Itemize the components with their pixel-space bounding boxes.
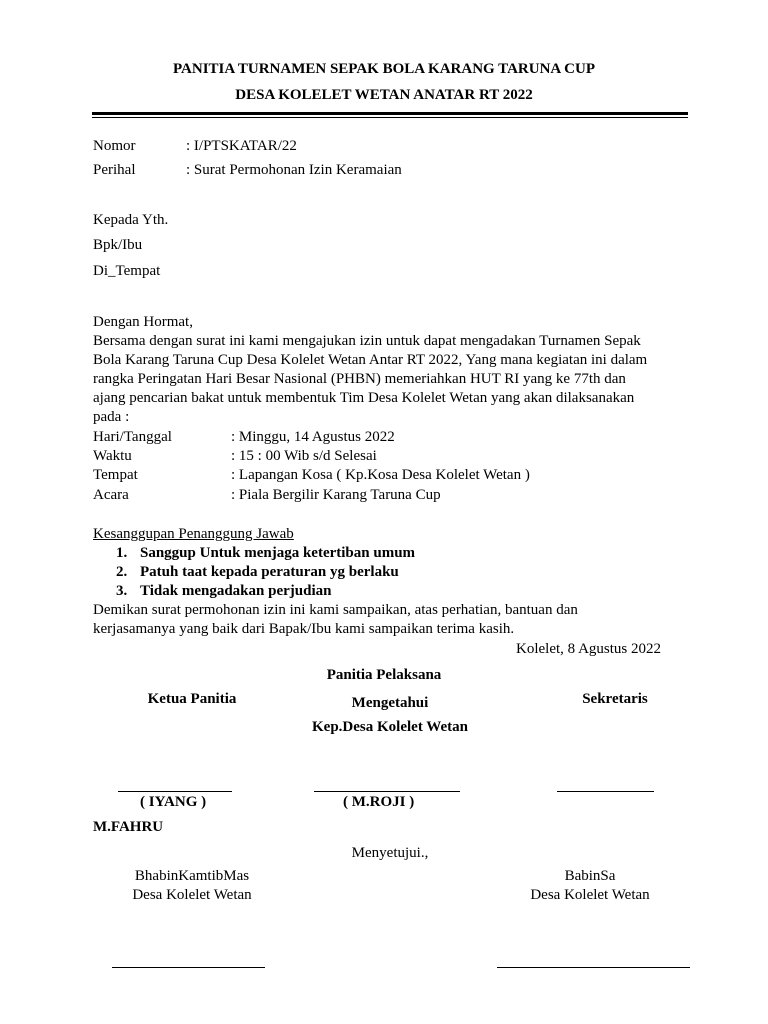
detail-label: Acara (93, 487, 129, 503)
body-paragraph-line: rangka Peringatan Hari Besar Nasional (PHBN) memeriahkan HUT RI yang ke 77th dan (93, 371, 626, 387)
perihal-value: : Surat Permohonan Izin Keramaian (186, 162, 402, 178)
ketua-name: ( IYANG ) (140, 794, 207, 810)
approval-label: Menyetujui., (351, 845, 429, 861)
commitment-item-number: 2. (116, 564, 128, 580)
ketua-label: Ketua Panitia (147, 691, 237, 707)
letterhead-title: PANITIA TURNAMEN SEPAK BOLA KARANG TARUNA CUP (173, 61, 595, 77)
commitment-item-text: Sanggup Untuk menjaga ketertiban umum (140, 545, 416, 561)
detail-value: : Piala Bergilir Karang Taruna Cup (231, 487, 441, 503)
approver-right-title: BabinSa (564, 868, 616, 884)
sekretaris-name: M.FAHRU (93, 819, 164, 835)
detail-value: : Minggu, 14 Agustus 2022 (231, 429, 395, 445)
closing-line: kerjasamanya yang baik dari Bapak/Ibu kami sampaikan terima kasih. (93, 621, 515, 637)
body-paragraph-line: Bersama dengan surat ini kami mengajukan izin untuk dapat mengadakan Turnamen Sepak (93, 333, 641, 349)
approver-right-subtitle: Desa Kolelet Wetan (530, 887, 650, 903)
mengetahui-label: Mengetahui (351, 695, 429, 711)
recipient-line: Kepada Yth. (93, 212, 169, 228)
detail-value: : Lapangan Kosa ( Kp.Kosa Desa Kolelet Wetan ) (231, 467, 530, 483)
approver-left-subtitle: Desa Kolelet Wetan (132, 887, 252, 903)
letterhead-rule-thick (92, 112, 688, 115)
commitment-item-number: 1. (116, 545, 128, 561)
greeting: Dengan Hormat, (93, 314, 193, 330)
signature-line-kepdes (314, 791, 460, 792)
body-paragraph-line: ajang pencarian bakat untuk membentuk Tim Desa Kolelet Wetan yang akan dilaksanakan (93, 390, 635, 406)
nomor-value: : I/PTSKATAR/22 (186, 138, 297, 154)
closing-line: Demikan surat permohonan izin ini kami sampaikan, atas perhatian, bantuan dan (93, 602, 578, 618)
kepdes-label: Kep.Desa Kolelet Wetan (312, 719, 468, 735)
perihal-label: Perihal (93, 162, 136, 178)
detail-label: Tempat (93, 467, 138, 483)
body-paragraph-line: pada : (93, 409, 130, 425)
body-paragraph-line: Bola Karang Taruna Cup Desa Kolelet Wetan Antar RT 2022, Yang mana kegiatan ini dalam (93, 352, 648, 368)
nomor-label: Nomor (93, 138, 136, 154)
letterhead-subtitle: DESA KOLELET WETAN ANATAR RT 2022 (235, 87, 533, 103)
signature-line-babinsa (497, 967, 690, 968)
committee-label: Panitia Pelaksana (326, 667, 442, 683)
sekretaris-label: Sekretaris (582, 691, 648, 707)
recipient-line: Bpk/Ibu (93, 237, 143, 253)
recipient-line: Di_Tempat (93, 263, 161, 279)
commitment-item-number: 3. (116, 583, 128, 599)
letterhead-rule-thin (92, 117, 688, 118)
commitment-item-text: Patuh taat kepada peraturan yg berlaku (140, 564, 399, 580)
kepdes-name: ( M.ROJI ) (343, 794, 415, 810)
place-date: Kolelet, 8 Agustus 2022 (516, 641, 661, 657)
detail-value: : 15 : 00 Wib s/d Selesai (231, 448, 377, 464)
signature-line-bhabinkamtibmas (112, 967, 265, 968)
approver-left-title: BhabinKamtibMas (134, 868, 250, 884)
detail-label: Hari/Tanggal (93, 429, 172, 445)
signature-line-ketua (118, 791, 232, 792)
detail-label: Waktu (93, 448, 132, 464)
commitment-item-text: Tidak mengadakan perjudian (140, 583, 332, 599)
signature-line-sekretaris (557, 791, 654, 792)
commitment-heading: Kesanggupan Penanggung Jawab (93, 526, 294, 542)
